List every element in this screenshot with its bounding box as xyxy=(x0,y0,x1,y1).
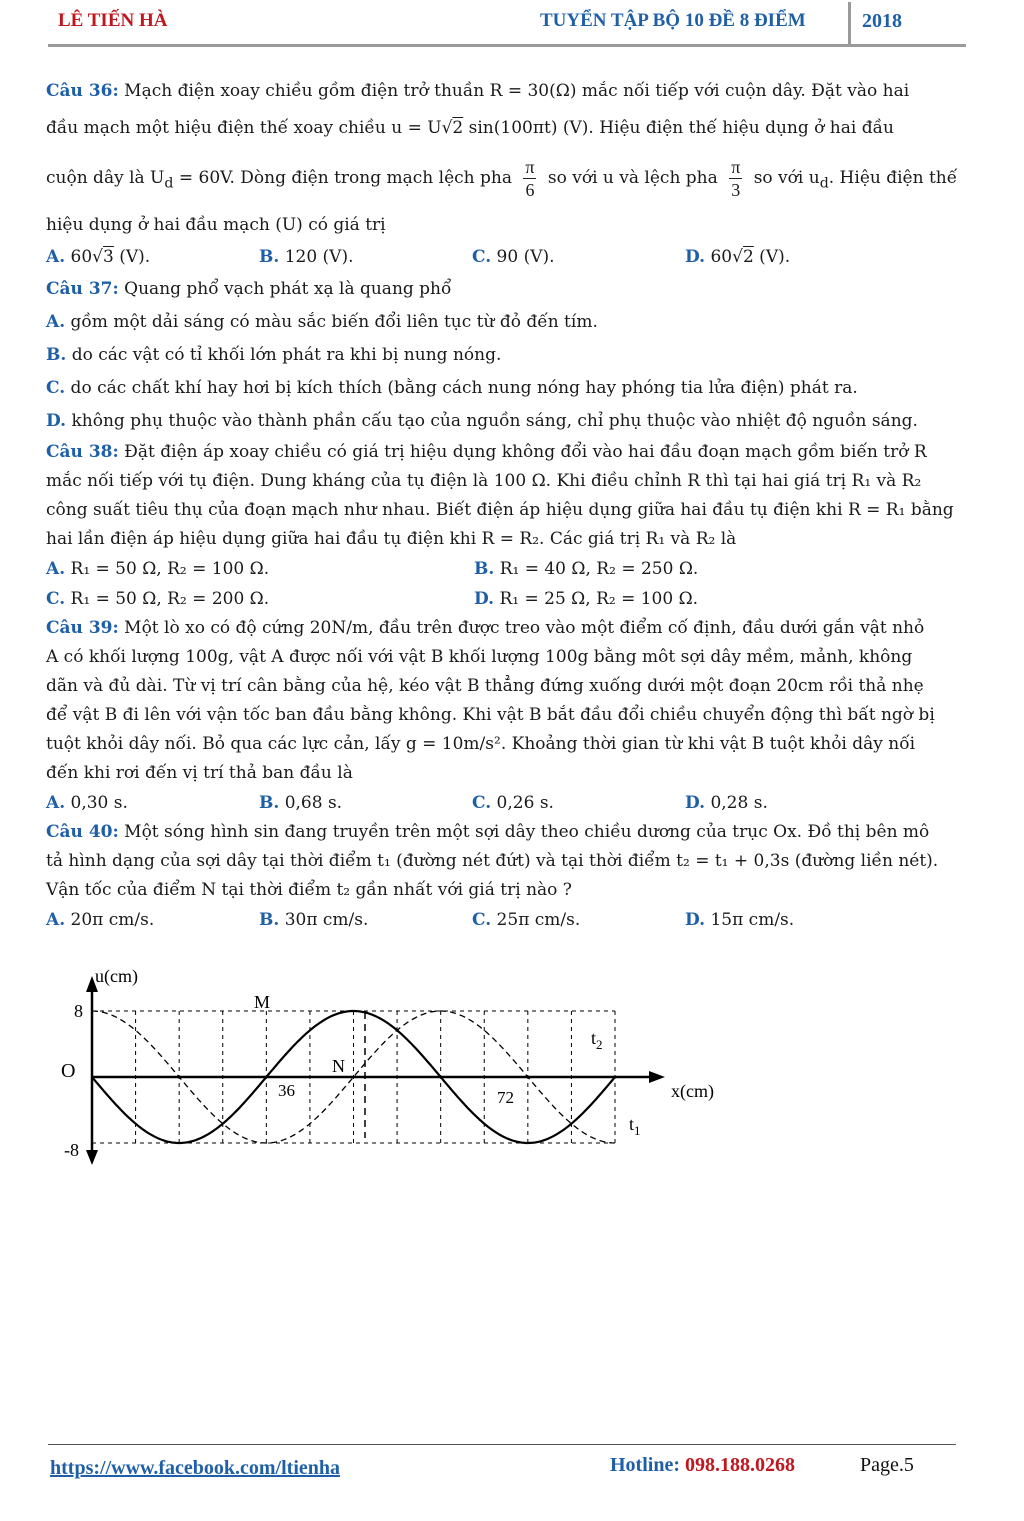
option-label: C. xyxy=(46,378,66,398)
question-39-text: đến khi rơi đến vị trí thả ban đầu là xyxy=(46,763,353,783)
question-39-text: A có khối lượng 100g, vật A được nối với vật B khối lượng 100g bằng môt sợi dây mềm, mảnh, không xyxy=(46,647,913,667)
hotline-label: Hotline: xyxy=(610,1454,685,1476)
option-label: A. xyxy=(46,247,66,267)
radicand: 2 xyxy=(742,247,754,267)
option-b[interactable] xyxy=(259,788,472,818)
header-author: LÊ TIẾN HÀ xyxy=(58,10,168,31)
question-36-text: so với u và lệch pha xyxy=(547,168,718,188)
fraction-denominator: 6 xyxy=(525,180,535,200)
option-text: 60 xyxy=(705,247,733,267)
question-36-options xyxy=(46,242,966,272)
option-label: C. xyxy=(472,247,492,267)
header-series-title: TUYỂN TẬP BỘ 10 ĐỀ 8 ĐIỂM xyxy=(540,10,806,31)
option-c[interactable] xyxy=(472,788,685,818)
x-axis-label: x(cm) xyxy=(671,1081,714,1101)
question-36-text: = 60V. Dòng điện trong mạch lệch pha xyxy=(173,168,512,188)
option-text: 0,26 s. xyxy=(491,793,554,813)
question-36-line-1 xyxy=(46,74,966,108)
curve-t2-label xyxy=(591,1028,603,1052)
option-a[interactable] xyxy=(46,905,259,935)
option-label: D. xyxy=(685,247,706,267)
option-label: B. xyxy=(259,247,280,267)
question-36-text: . Hiệu điện thế xyxy=(828,168,958,188)
question-36-line-4 xyxy=(46,208,966,242)
option-label: A. xyxy=(46,312,66,332)
option-c[interactable] xyxy=(46,584,474,614)
question-36-text: hiệu dụng ở hai đầu mạch (U) có giá trị xyxy=(46,215,386,235)
sqrt-sign-icon: √ xyxy=(441,118,453,138)
subscript: d xyxy=(819,175,829,192)
question-39-label: Câu 39: xyxy=(46,618,119,638)
radicand: 2 xyxy=(452,118,464,138)
option-text: 0,30 s. xyxy=(65,793,128,813)
option-b[interactable] xyxy=(46,339,966,372)
question-36-text: Mạch điện xoay chiều gồm điện trở thuần R = 30(Ω) mắc nối tiếp với cuộn dây. Đặt vào hai xyxy=(124,81,910,101)
sqrt-sign-icon: √ xyxy=(732,247,743,267)
question-40-line-3 xyxy=(46,876,966,905)
question-37-stem xyxy=(46,272,966,306)
option-b[interactable] xyxy=(474,554,902,584)
option-d[interactable] xyxy=(46,405,966,438)
option-label: A. xyxy=(46,910,66,930)
option-text: 90 (V). xyxy=(491,247,555,267)
question-39-line-1 xyxy=(46,614,966,643)
question-list xyxy=(46,74,966,935)
y-min-label: -8 xyxy=(64,1140,79,1160)
curve-t1-letter: t xyxy=(629,1114,635,1134)
question-38-line-4 xyxy=(46,525,966,554)
option-label: D. xyxy=(474,589,495,609)
footer-facebook-link[interactable]: https://www.facebook.com/ltienha xyxy=(50,1457,340,1479)
option-text: 120 (V). xyxy=(279,247,354,267)
question-36-text: đầu mạch một hiệu điện thế xoay chiều u = U xyxy=(46,118,442,138)
question-40-text: tả hình dạng của sợi dây tại thời điểm t₁ (đường nét đứt) và tại thời điểm t₂ = t₁ + 0,3s (đường liền nét). xyxy=(46,851,939,871)
question-38-text: hai lần điện áp hiệu dụng giữa hai đầu tụ điện khi R = R₂. Các giá trị R₁ và R₂ là xyxy=(46,529,737,549)
option-label: D. xyxy=(46,411,67,431)
y-axis-down-arrow-icon xyxy=(86,1150,98,1165)
question-38-label: Câu 38: xyxy=(46,442,119,462)
question-38-line-1 xyxy=(46,438,966,467)
option-label: B. xyxy=(474,559,495,579)
question-38-text: mắc nối tiếp với tụ điện. Dung kháng của tụ điện là 100 Ω. Khi điều chỉnh R thì tại hai giá trị R₁ và R₂ xyxy=(46,471,922,491)
subscript: d xyxy=(164,175,174,192)
option-label: D. xyxy=(685,793,706,813)
question-36-text: so với u xyxy=(753,168,820,188)
tick-label-36: 36 xyxy=(278,1081,295,1100)
option-d[interactable] xyxy=(474,584,902,614)
question-40-line-2 xyxy=(46,847,966,876)
question-40-options xyxy=(46,905,966,935)
question-39-line-5 xyxy=(46,730,966,759)
option-label: B. xyxy=(259,910,280,930)
option-label: B. xyxy=(259,793,280,813)
question-37-text: Quang phổ vạch phát xạ là quang phổ xyxy=(118,279,452,299)
question-40-text: Vận tốc của điểm N tại thời điểm t₂ gần nhất với giá trị nào ? xyxy=(46,880,572,900)
question-36-line-3 xyxy=(46,148,966,208)
curve-t2-subscript: 2 xyxy=(596,1037,603,1052)
option-text: không phụ thuộc vào thành phần cấu tạo của nguồn sáng, chỉ phụ thuộc vào nhiệt độ nguồn sáng. xyxy=(66,411,918,431)
question-39-text: dãn và đủ dài. Từ vị trí cân bằng của hệ, kéo vật B thẳng đứng xuống dưới một đoạn 20cm rồi thả nhẹ xyxy=(46,676,924,696)
question-40-line-1 xyxy=(46,818,966,847)
option-text: gồm một dải sáng có màu sắc biến đổi liên tục từ đỏ đến tím. xyxy=(65,312,598,332)
option-b[interactable] xyxy=(259,242,472,272)
radicand: 3 xyxy=(103,247,114,267)
option-text: (V). xyxy=(113,247,151,267)
option-a[interactable] xyxy=(46,554,474,584)
question-38-options-row-1 xyxy=(46,554,966,584)
page-prefix: Page. xyxy=(860,1454,904,1476)
option-text: R₁ = 40 Ω, R₂ = 250 Ω. xyxy=(494,559,699,579)
question-39-line-6 xyxy=(46,759,966,788)
option-text: 0,68 s. xyxy=(279,793,343,813)
option-text: 25π cm/s. xyxy=(491,910,581,930)
question-38-line-2 xyxy=(46,467,966,496)
question-39-line-3 xyxy=(46,672,966,701)
tick-label-72: 72 xyxy=(497,1088,514,1107)
header-year: 2018 xyxy=(862,10,902,32)
option-text: 60 xyxy=(65,247,93,267)
option-label: A. xyxy=(46,559,66,579)
question-39-options xyxy=(46,788,966,818)
origin-label: O xyxy=(61,1060,76,1082)
footer-rule xyxy=(48,1444,956,1445)
option-d[interactable] xyxy=(685,788,898,818)
question-38-text: Đặt điện áp xoay chiều có giá trị hiệu dụng không đổi vào hai đầu đoạn mạch gồm biến trở R xyxy=(118,442,927,462)
question-36-text: sin(100πt) (V). Hiệu điện thế hiệu dụng ở hai đầu xyxy=(463,118,894,138)
question-36-line-2 xyxy=(46,108,966,148)
question-40-label: Câu 40: xyxy=(46,822,119,842)
point-n-label: N xyxy=(332,1056,345,1076)
wave-graph xyxy=(55,960,735,1170)
option-text: 15π cm/s. xyxy=(705,910,795,930)
question-39-text: Một lò xo có độ cứng 20N/m, đầu trên được treo vào một điểm cố định, đầu dưới gắn vật nhỏ xyxy=(118,618,925,638)
header-divider xyxy=(848,2,851,44)
fraction-numerator: π xyxy=(731,157,741,177)
question-39-text: tuột khỏi dây nối. Bỏ qua các lực cản, lấy g = 10m/s². Khoảng thời gian từ khi vật B tuột khỏi dây nối xyxy=(46,734,916,754)
option-text: 30π cm/s. xyxy=(279,910,369,930)
hotline-number: 098.188.0268 xyxy=(685,1454,795,1476)
header-rule xyxy=(48,44,966,47)
curve-t1-label xyxy=(629,1114,641,1138)
footer-page-number xyxy=(860,1454,914,1477)
question-37-label: Câu 37: xyxy=(46,279,119,299)
option-d[interactable] xyxy=(685,242,898,272)
question-38-line-3 xyxy=(46,496,966,525)
question-36-text: cuộn dây là U xyxy=(46,168,165,188)
fraction-pi-over-3 xyxy=(729,156,742,201)
question-38-options-row-2 xyxy=(46,584,966,614)
option-text: R₁ = 50 Ω, R₂ = 200 Ω. xyxy=(65,589,270,609)
option-label: D. xyxy=(685,910,706,930)
curve-t2-letter: t xyxy=(591,1028,597,1048)
option-text: R₁ = 50 Ω, R₂ = 100 Ω. xyxy=(65,559,270,579)
option-label: C. xyxy=(472,910,492,930)
option-c[interactable] xyxy=(472,242,685,272)
option-d[interactable] xyxy=(685,905,898,935)
option-a[interactable] xyxy=(46,788,259,818)
option-label: B. xyxy=(46,345,67,365)
option-text: 20π cm/s. xyxy=(65,910,155,930)
fraction-denominator: 3 xyxy=(731,180,741,200)
option-label: C. xyxy=(46,589,66,609)
option-label: C. xyxy=(472,793,492,813)
option-label: A. xyxy=(46,793,66,813)
curve-t1-subscript: 1 xyxy=(634,1123,641,1138)
option-text: (V). xyxy=(753,247,791,267)
footer-hotline xyxy=(610,1454,795,1477)
option-text: do các vật có tỉ khối lớn phát ra khi bị nung nóng. xyxy=(66,345,502,365)
point-m-label: M xyxy=(254,992,271,1012)
option-text: 0,28 s. xyxy=(705,793,768,813)
page-number: 5 xyxy=(903,1454,914,1476)
sqrt-sign-icon: √ xyxy=(92,247,103,267)
option-c[interactable] xyxy=(46,372,966,405)
question-40-text: Một sóng hình sin đang truyền trên một sợi dây theo chiều dương của trục Ox. Đồ thị bên mô xyxy=(118,822,930,842)
y-axis-label: u(cm) xyxy=(95,966,138,986)
option-c[interactable] xyxy=(472,905,685,935)
option-b[interactable] xyxy=(259,905,472,935)
option-text: R₁ = 25 Ω, R₂ = 100 Ω. xyxy=(494,589,699,609)
question-39-text: để vật B đi lên với vận tốc ban đầu bằng không. Khi vật B bắt đầu đổi chiều chuyển động thì bất ngờ bị xyxy=(46,705,935,725)
x-axis-arrow-icon xyxy=(649,1071,665,1083)
option-a[interactable] xyxy=(46,306,966,339)
y-max-label: 8 xyxy=(74,1001,83,1021)
question-36-label: Câu 36: xyxy=(46,81,119,101)
fraction-numerator: π xyxy=(525,157,535,177)
question-39-line-4 xyxy=(46,701,966,730)
fraction-pi-over-6 xyxy=(523,156,536,201)
option-a[interactable] xyxy=(46,242,259,272)
question-38-text: công suất tiêu thụ của đoạn mạch như nhau. Biết điện áp hiệu dụng giữa hai đầu tụ điện khi R = R₁ bằng xyxy=(46,500,954,520)
question-39-line-2 xyxy=(46,643,966,672)
option-text: do các chất khí hay hơi bị kích thích (bằng cách nung nóng hay phóng tia lửa điện) phát ra. xyxy=(65,378,858,398)
